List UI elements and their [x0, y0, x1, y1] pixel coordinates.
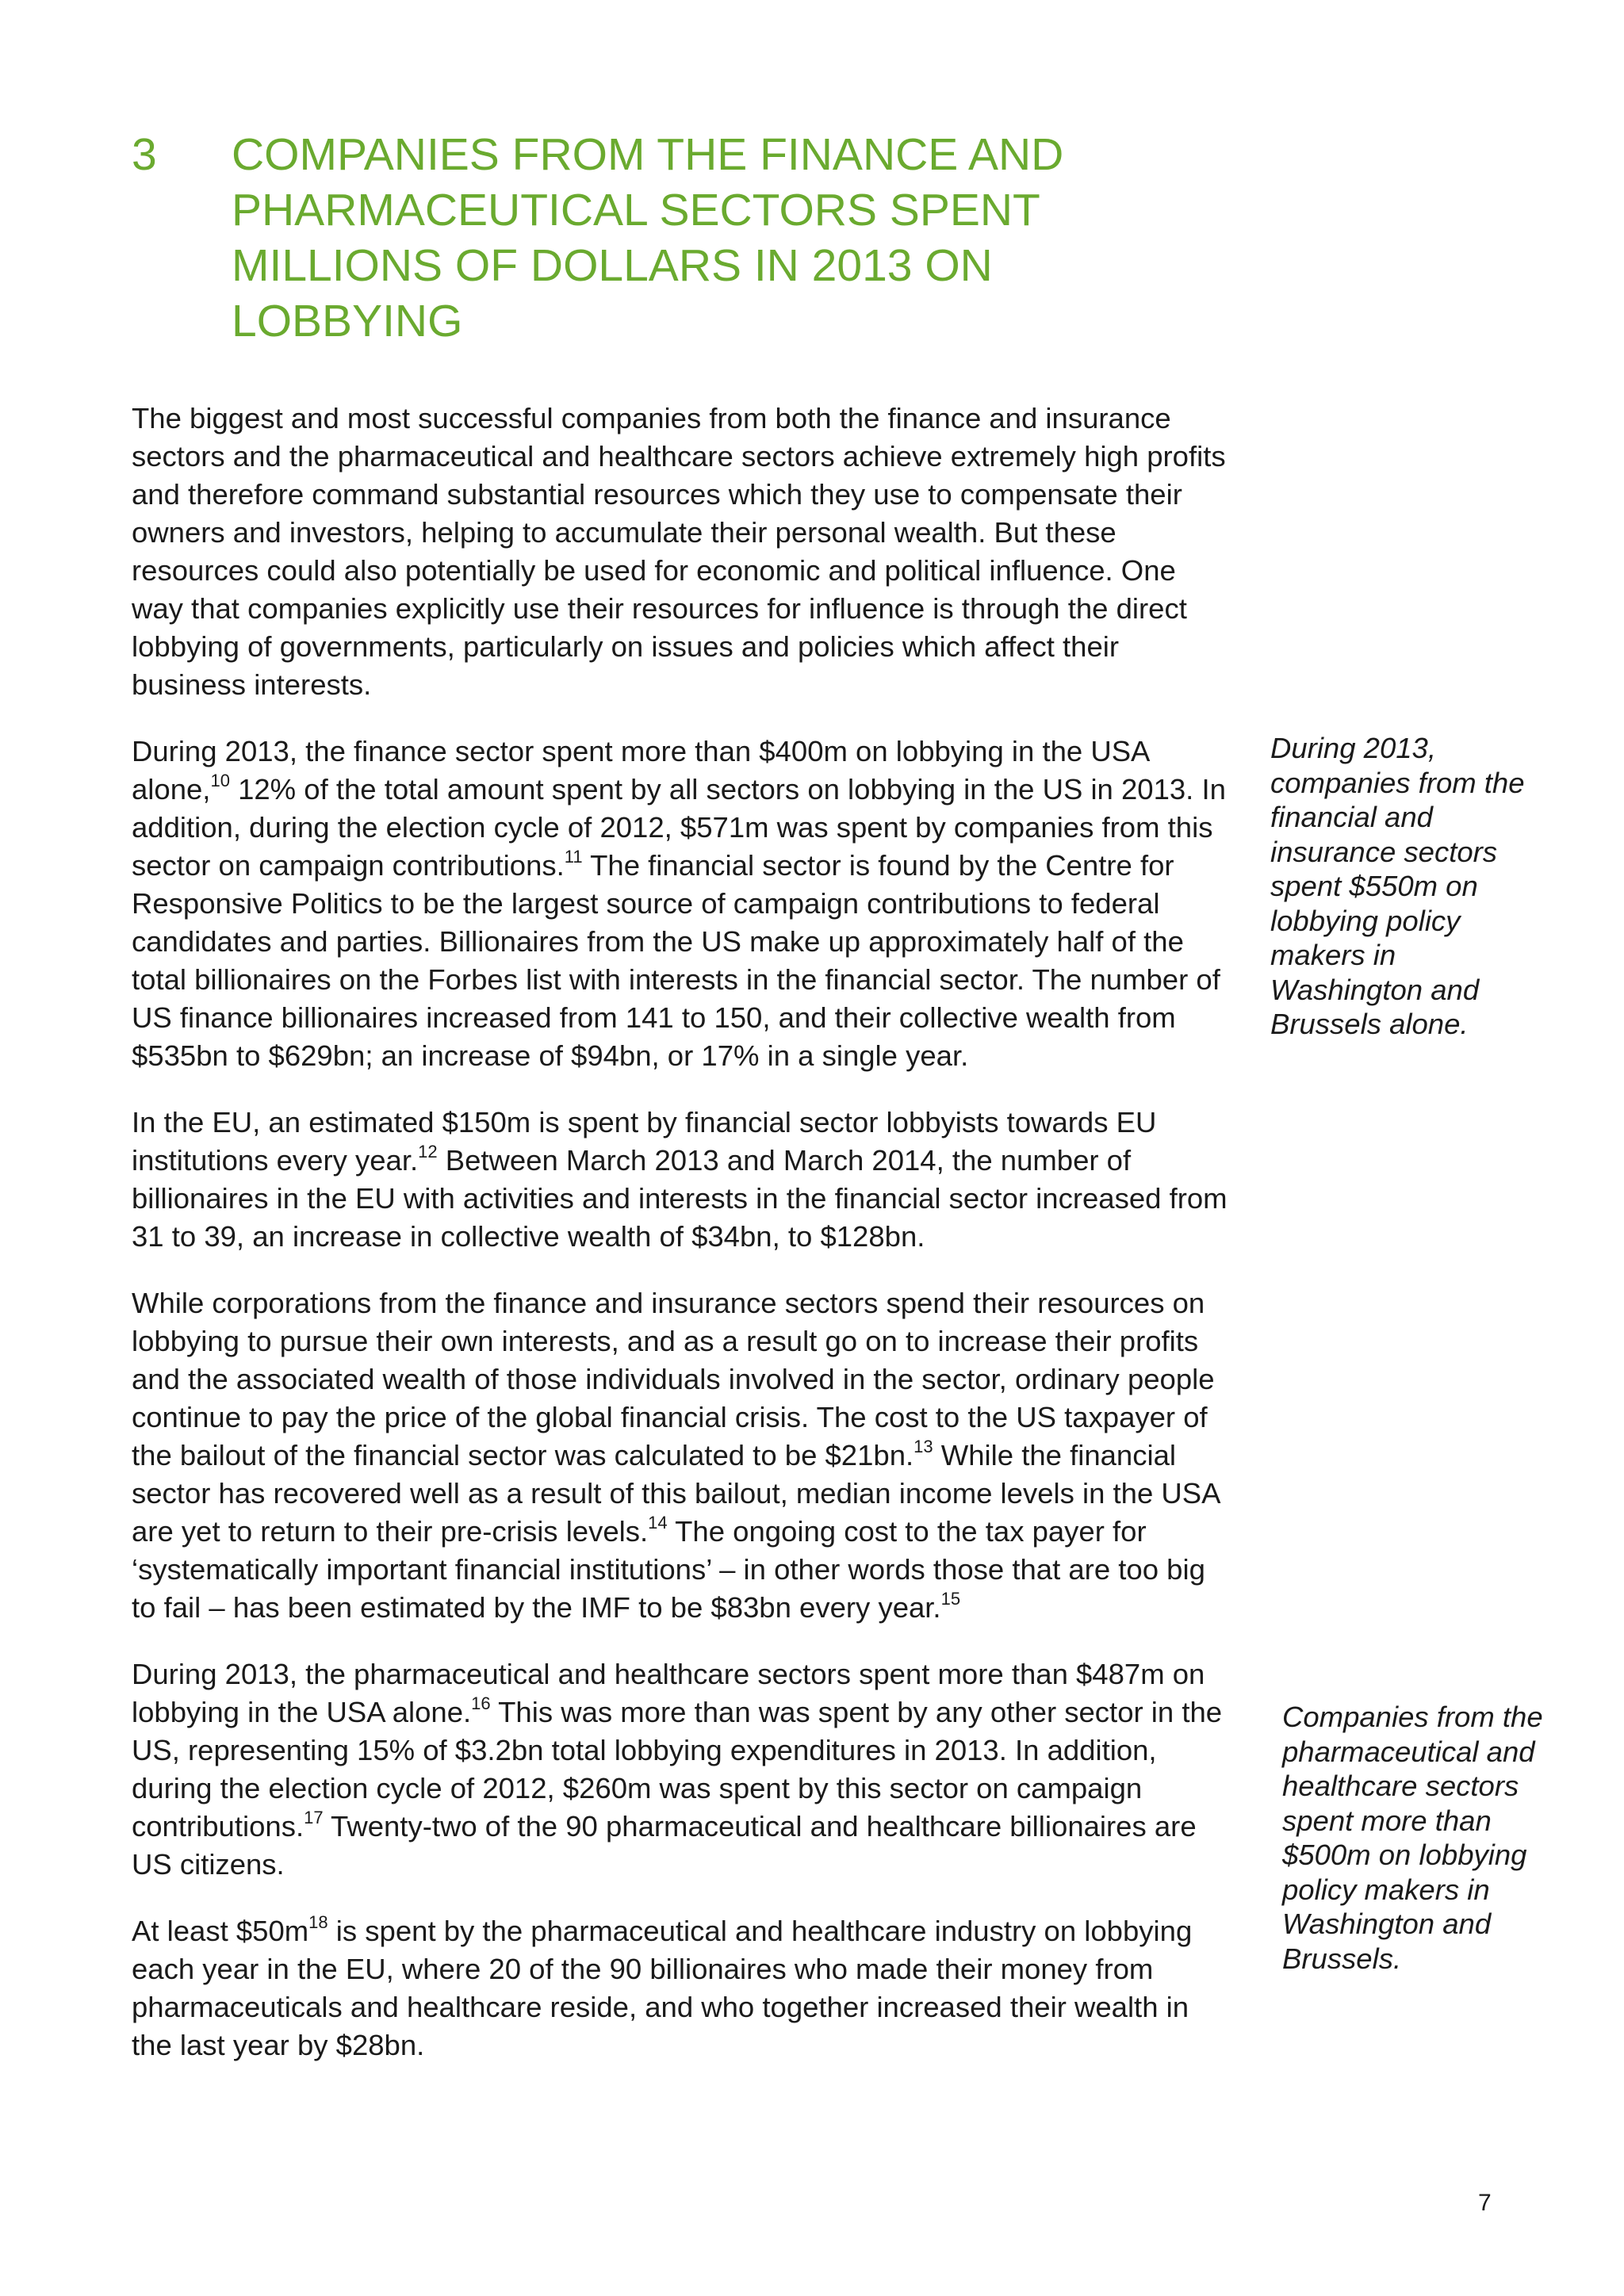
- section-heading: [132, 127, 1226, 349]
- footnote-ref: 15: [940, 1589, 961, 1609]
- paragraph-3: [132, 1104, 1234, 1256]
- footnote-ref: 11: [564, 847, 583, 867]
- paragraph-6: [132, 1912, 1234, 2064]
- section-title: COMPANIES FROM THE FINANCE AND PHARMACEUTICAL SECTORS SPENT MILLIONS OF DOLLARS IN 2013 ON LOBBYING: [232, 129, 1064, 346]
- footnote-ref: 10: [210, 771, 230, 790]
- footnote-ref: 13: [914, 1437, 933, 1456]
- paragraph-2: [132, 733, 1234, 1075]
- footnote-ref: 12: [418, 1142, 438, 1161]
- paragraph-text: Between March 2013 and March 2014, the number of billionaires in the EU with activities and interests in the financial sector increased from 31 to 39, an increase in collective wealth of $34bn, to $128bn.: [132, 1144, 1228, 1253]
- paragraph-text: This was more than was spent by any other sector in the US, representing 15% of $3.2bn total lobbying expenditures in 2013. In addition, during the election cycle of 2012, $260m was spent by this sector on campaign contributions.: [132, 1696, 1223, 1843]
- paragraph-text: The ongoing cost to the tax payer for ‘systematically important financial institutions’ – in other words those that are too big to fail – has been estimated by the IMF to be $83bn every year.: [132, 1515, 1205, 1624]
- footnote-ref: 14: [648, 1513, 668, 1533]
- footnote-ref: 18: [308, 1912, 328, 1932]
- page-number: 7: [1478, 2190, 1492, 2216]
- footnote-ref: 16: [471, 1693, 491, 1713]
- paragraph-4: [132, 1284, 1234, 1627]
- pull-quote-finance: During 2013, companies from the financial and insurance sectors spent $550m on lobbying policy makers in Washington and Brussels alone.: [1270, 732, 1525, 1040]
- body-text: [132, 400, 1234, 2093]
- paragraph-text: In the EU, an estimated $150m is spent by financial sector lobbyists towards EU institutions every year.: [132, 1106, 1157, 1177]
- paragraph-text: During 2013, the finance sector spent more than $400m on lobbying in the USA alone,: [132, 735, 1149, 806]
- paragraph-text: At least $50m: [132, 1915, 309, 1947]
- paragraph-5: [132, 1655, 1234, 1884]
- paragraph-text: During 2013, the pharmaceutical and healthcare sectors spent more than $487m on lobbying in the USA alone.: [132, 1658, 1205, 1728]
- paragraph-text: Twenty-two of the 90 pharmaceutical and healthcare billionaires are US citizens.: [132, 1810, 1197, 1881]
- paragraph-text: The biggest and most successful companies from both the finance and insurance sectors and the pharmaceutical and healthcare sectors achieve extremely high profits and therefore command substantial resources which they use to compensate their owners and investors, helping to accumulate their personal wealth. But these resources could also potentially be used for economic and political influence. One way that companies explicitly use their resources for influence is through the direct lobbying of governments, particularly on issues and policies which affect their business interests.: [132, 402, 1226, 701]
- pull-quote-pharma: Companies from the pharmaceutical and healthcare sectors spent more than $500m on lobbying policy makers in Washington and Brussels.: [1282, 1701, 1543, 1975]
- section-number: 3: [132, 129, 157, 180]
- paragraph-text: 12% of the total amount spent by all sectors on lobbying in the US in 2013. In addition, during the election cycle of 2012, $571m was spent by companies from this sector on campaign contributions.: [132, 773, 1226, 882]
- paragraph-text: is spent by the pharmaceutical and healthcare industry on lobbying each year in the EU, where 20 of the 90 billionaires who made their money from pharmaceuticals and healthcare reside, and who together increased their wealth in the last year by $28bn.: [132, 1915, 1193, 2061]
- paragraph-1: [132, 400, 1234, 704]
- paragraph-text: While the financial sector has recovered well as a result of this bailout, median income levels in the USA are yet to return to their pre-crisis levels.: [132, 1439, 1220, 1548]
- footnote-ref: 17: [304, 1808, 324, 1827]
- paragraph-text: While corporations from the finance and insurance sectors spend their resources on lobbying to pursue their own interests, and as a result go on to increase their profits and the associated wealth of those individuals involved in the sector, ordinary people continue to pay the price of the global financial crisis. The cost to the US taxpayer of the bailout of the financial sector was calculated to be $21bn.: [132, 1287, 1215, 1471]
- paragraph-text: The financial sector is found by the Centre for Responsive Politics to be the largest source of campaign contributions to federal candidates and parties. Billionaires from the US make up approximately half of the total billionaires on the Forbes list with interests in the financial sector. The number of US finance billionaires increased from 141 to 150, and their collective wealth from $535bn to $629bn; an increase of $94bn, or 17% in a single year.: [132, 849, 1220, 1072]
